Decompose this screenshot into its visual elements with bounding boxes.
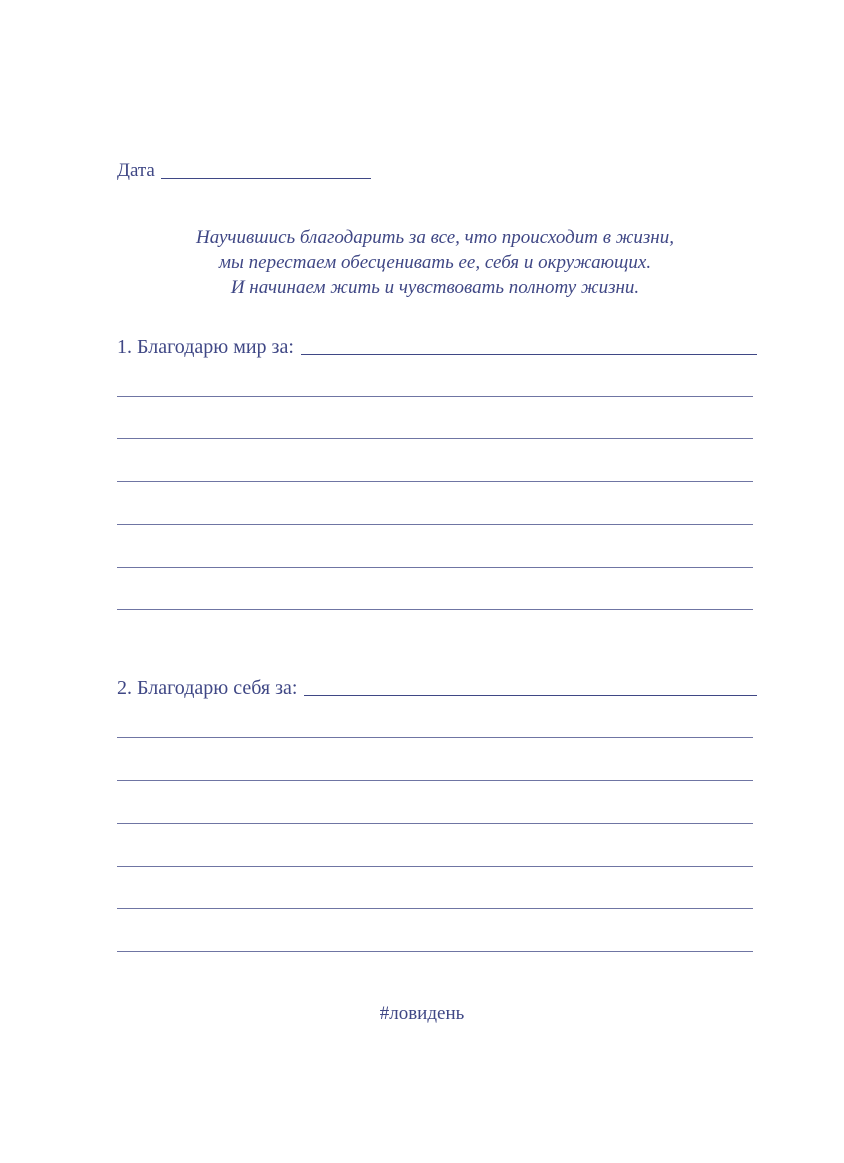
section-self-write-line[interactable] — [117, 780, 753, 781]
section-world-write-line[interactable] — [117, 609, 753, 610]
quote-line: мы перестаем обесценивать ее, себя и окружающих. — [218, 252, 652, 273]
date-row — [117, 160, 371, 182]
section-self-write-line[interactable] — [117, 823, 753, 824]
section-world-label: 1. Благодарю мир за: — [117, 336, 294, 358]
quote-line: И начинаем жить и чувствовать полноту жизни. — [230, 277, 640, 298]
section-self-write-line[interactable] — [117, 866, 753, 867]
footer-hashtag: #ловидень — [379, 1003, 465, 1024]
section-self-first-line[interactable] — [304, 695, 757, 696]
section-self-label: 2. Благодарю себя за: — [117, 677, 298, 699]
section-world-write-line[interactable] — [117, 524, 753, 525]
section-self-write-line[interactable] — [117, 737, 753, 738]
date-input-line[interactable] — [161, 178, 371, 179]
section-self-write-line[interactable] — [117, 908, 753, 909]
section-world-title — [117, 335, 757, 359]
section-self-write-line[interactable] — [117, 951, 753, 952]
section-world-write-line[interactable] — [117, 438, 753, 439]
section-world-write-line[interactable] — [117, 567, 753, 568]
section-world-first-line[interactable] — [301, 354, 757, 355]
gratitude-quote — [117, 225, 753, 300]
quote-line: Научившись благодарить за все, что происходит в жизни, — [196, 227, 674, 248]
date-label: Дата — [117, 160, 155, 181]
section-world-write-line[interactable] — [117, 396, 753, 397]
section-self-title — [117, 676, 757, 700]
section-world-write-line[interactable] — [117, 481, 753, 482]
